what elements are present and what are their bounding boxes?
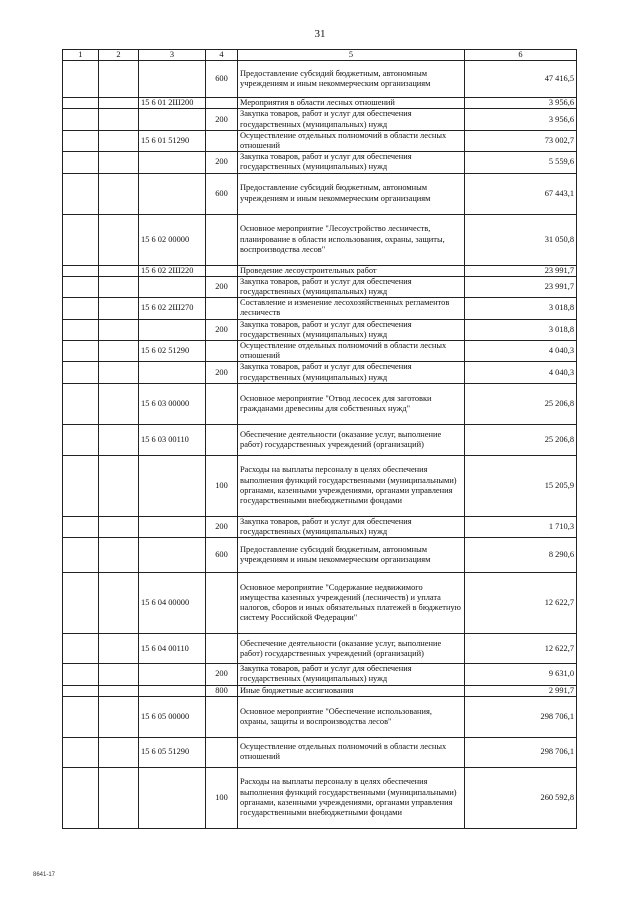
cell-type xyxy=(206,573,238,634)
cell-col2 xyxy=(99,685,139,696)
cell-sum: 8 290,6 xyxy=(465,538,577,573)
cell-name: Осуществление отдельных полномочий в области лесных отношений xyxy=(238,130,465,151)
cell-code xyxy=(139,276,206,297)
cell-col2 xyxy=(99,61,139,98)
cell-col2 xyxy=(99,737,139,767)
cell-type: 200 xyxy=(206,319,238,340)
cell-name: Предоставление субсидий бюджетным, автономным учреждениям и иным некоммерческим организациям xyxy=(238,173,465,214)
cell-sum: 25 206,8 xyxy=(465,424,577,455)
cell-code xyxy=(139,767,206,828)
cell-sum: 15 205,9 xyxy=(465,455,577,516)
cell-sum: 47 416,5 xyxy=(465,61,577,98)
cell-name: Основное мероприятие "Отвод лесосек для заготовки гражданами древесины для собственных нужд" xyxy=(238,383,465,424)
cell-sum: 67 443,1 xyxy=(465,173,577,214)
cell-code: 15 6 01 51290 xyxy=(139,130,206,151)
cell-sum: 298 706,1 xyxy=(465,737,577,767)
cell-sum: 3 956,6 xyxy=(465,109,577,130)
table-row xyxy=(63,685,577,696)
cell-sum: 4 040,3 xyxy=(465,341,577,362)
cell-type: 600 xyxy=(206,538,238,573)
table-row xyxy=(63,383,577,424)
cell-col1 xyxy=(63,319,99,340)
cell-code: 15 6 04 00110 xyxy=(139,634,206,664)
cell-col1 xyxy=(63,173,99,214)
cell-col1 xyxy=(63,265,99,276)
cell-col1 xyxy=(63,298,99,319)
cell-name: Основное мероприятие "Содержание недвижимого имущества казенных учреждений (лесничеств) и уплата налогов, сборов и иных обязательных платежей в бюджетную систему Российской Федерации" xyxy=(238,573,465,634)
header-row xyxy=(63,50,577,61)
table-row xyxy=(63,341,577,362)
cell-col1 xyxy=(63,455,99,516)
cell-name: Основное мероприятие "Обеспечение использования, охраны, защиты и воспроизводства лесов" xyxy=(238,696,465,737)
cell-code: 15 6 05 51290 xyxy=(139,737,206,767)
cell-col1 xyxy=(63,109,99,130)
table-row xyxy=(63,214,577,265)
cell-col1 xyxy=(63,767,99,828)
cell-code: 15 6 03 00000 xyxy=(139,383,206,424)
cell-col2 xyxy=(99,664,139,685)
cell-name: Осуществление отдельных полномочий в области лесных отношений xyxy=(238,341,465,362)
cell-col2 xyxy=(99,362,139,383)
cell-name: Основное мероприятие "Лесоустройство лесничеств, планирование в области использования, охраны, защиты, воспроизводства лесов" xyxy=(238,214,465,265)
cell-col2 xyxy=(99,173,139,214)
cell-type xyxy=(206,265,238,276)
cell-col2 xyxy=(99,455,139,516)
cell-sum: 23 991,7 xyxy=(465,265,577,276)
cell-code: 15 6 02 51290 xyxy=(139,341,206,362)
table-row xyxy=(63,152,577,173)
cell-col2 xyxy=(99,573,139,634)
cell-sum: 3 956,6 xyxy=(465,98,577,109)
cell-type: 200 xyxy=(206,276,238,297)
table-row xyxy=(63,319,577,340)
cell-col1 xyxy=(63,214,99,265)
cell-col2 xyxy=(99,265,139,276)
cell-name: Закупка товаров, работ и услуг для обеспечения государственных (муниципальных) нужд xyxy=(238,276,465,297)
cell-col1 xyxy=(63,538,99,573)
cell-col1 xyxy=(63,130,99,151)
cell-sum: 25 206,8 xyxy=(465,383,577,424)
cell-name: Закупка товаров, работ и услуг для обеспечения государственных (муниципальных) нужд xyxy=(238,319,465,340)
cell-name: Обеспечение деятельности (оказание услуг, выполнение работ) государственных учреждений (организаций) xyxy=(238,424,465,455)
cell-type: 600 xyxy=(206,173,238,214)
cell-code xyxy=(139,455,206,516)
table-row xyxy=(63,634,577,664)
cell-type: 200 xyxy=(206,152,238,173)
cell-code: 15 6 02 00000 xyxy=(139,214,206,265)
cell-type: 800 xyxy=(206,685,238,696)
cell-name: Осуществление отдельных полномочий в области лесных отношений xyxy=(238,737,465,767)
cell-col2 xyxy=(99,214,139,265)
table-row xyxy=(63,455,577,516)
cell-sum: 260 592,8 xyxy=(465,767,577,828)
cell-sum: 2 991,7 xyxy=(465,685,577,696)
col-header-3: 3 xyxy=(139,50,206,61)
cell-sum: 73 002,7 xyxy=(465,130,577,151)
cell-type xyxy=(206,737,238,767)
cell-col2 xyxy=(99,516,139,537)
cell-code xyxy=(139,516,206,537)
col-header-1: 1 xyxy=(63,50,99,61)
cell-type xyxy=(206,341,238,362)
cell-col1 xyxy=(63,685,99,696)
cell-name: Закупка товаров, работ и услуг для обеспечения государственных (муниципальных) нужд xyxy=(238,109,465,130)
cell-col1 xyxy=(63,664,99,685)
cell-col1 xyxy=(63,737,99,767)
cell-col2 xyxy=(99,341,139,362)
page-number: 31 xyxy=(314,28,326,40)
cell-col2 xyxy=(99,319,139,340)
cell-sum: 12 622,7 xyxy=(465,634,577,664)
col-header-2: 2 xyxy=(99,50,139,61)
table-row xyxy=(63,696,577,737)
cell-name: Расходы на выплаты персоналу в целях обеспечения выполнения функций государственными (муниципальными) органами, казенными учреждениями, органами управления государственными внебюджетными фондами xyxy=(238,767,465,828)
cell-col1 xyxy=(63,696,99,737)
cell-type xyxy=(206,214,238,265)
table-row xyxy=(63,664,577,685)
cell-type: 200 xyxy=(206,109,238,130)
cell-name: Закупка товаров, работ и услуг для обеспечения государственных (муниципальных) нужд xyxy=(238,664,465,685)
cell-col1 xyxy=(63,573,99,634)
cell-type: 600 xyxy=(206,61,238,98)
cell-sum: 3 018,8 xyxy=(465,298,577,319)
table-row xyxy=(63,109,577,130)
cell-name: Закупка товаров, работ и услуг для обеспечения государственных (муниципальных) нужд xyxy=(238,362,465,383)
table-row xyxy=(63,737,577,767)
budget-table xyxy=(62,49,577,829)
cell-code xyxy=(139,152,206,173)
cell-sum: 4 040,3 xyxy=(465,362,577,383)
cell-code xyxy=(139,362,206,383)
cell-type: 100 xyxy=(206,767,238,828)
cell-col2 xyxy=(99,538,139,573)
cell-sum: 12 622,7 xyxy=(465,573,577,634)
cell-name: Проведение лесоустроительных работ xyxy=(238,265,465,276)
cell-code: 15 6 02 2Ш220 xyxy=(139,265,206,276)
cell-code xyxy=(139,685,206,696)
table-row xyxy=(63,424,577,455)
cell-col2 xyxy=(99,767,139,828)
cell-name: Закупка товаров, работ и услуг для обеспечения государственных (муниципальных) нужд xyxy=(238,152,465,173)
cell-col2 xyxy=(99,383,139,424)
table-row xyxy=(63,98,577,109)
cell-name: Иные бюджетные ассигнования xyxy=(238,685,465,696)
cell-code xyxy=(139,61,206,98)
table-row xyxy=(63,516,577,537)
cell-type xyxy=(206,130,238,151)
cell-col1 xyxy=(63,152,99,173)
cell-sum: 9 631,0 xyxy=(465,664,577,685)
table-row xyxy=(63,173,577,214)
cell-col1 xyxy=(63,341,99,362)
cell-col2 xyxy=(99,634,139,664)
cell-col2 xyxy=(99,696,139,737)
cell-col2 xyxy=(99,152,139,173)
cell-sum: 1 710,3 xyxy=(465,516,577,537)
cell-sum: 5 559,6 xyxy=(465,152,577,173)
cell-sum: 31 050,8 xyxy=(465,214,577,265)
table-row xyxy=(63,538,577,573)
cell-code xyxy=(139,109,206,130)
cell-name: Обеспечение деятельности (оказание услуг, выполнение работ) государственных учреждений (организаций) xyxy=(238,634,465,664)
cell-name: Мероприятия в области лесных отношений xyxy=(238,98,465,109)
cell-col1 xyxy=(63,276,99,297)
cell-name: Закупка товаров, работ и услуг для обеспечения государственных (муниципальных) нужд xyxy=(238,516,465,537)
cell-col2 xyxy=(99,276,139,297)
cell-col2 xyxy=(99,109,139,130)
cell-type xyxy=(206,424,238,455)
cell-sum: 3 018,8 xyxy=(465,319,577,340)
cell-code xyxy=(139,319,206,340)
table-row xyxy=(63,265,577,276)
cell-code: 15 6 03 00110 xyxy=(139,424,206,455)
cell-col1 xyxy=(63,516,99,537)
table-row xyxy=(63,276,577,297)
cell-type xyxy=(206,696,238,737)
cell-code: 15 6 05 00000 xyxy=(139,696,206,737)
cell-type: 200 xyxy=(206,362,238,383)
table-row xyxy=(63,362,577,383)
cell-sum: 298 706,1 xyxy=(465,696,577,737)
cell-type: 100 xyxy=(206,455,238,516)
cell-code: 15 6 04 00000 xyxy=(139,573,206,634)
cell-col1 xyxy=(63,98,99,109)
cell-col2 xyxy=(99,298,139,319)
cell-type: 200 xyxy=(206,664,238,685)
cell-col1 xyxy=(63,362,99,383)
table-row xyxy=(63,298,577,319)
cell-name: Предоставление субсидий бюджетным, автономным учреждениям и иным некоммерческим организациям xyxy=(238,61,465,98)
cell-col1 xyxy=(63,634,99,664)
cell-code xyxy=(139,664,206,685)
cell-col2 xyxy=(99,98,139,109)
col-header-6: 6 xyxy=(465,50,577,61)
cell-col2 xyxy=(99,424,139,455)
cell-col2 xyxy=(99,130,139,151)
cell-name: Расходы на выплаты персоналу в целях обеспечения выполнения функций государственными (муниципальными) органами, казенными учреждениями, органами управления государственными внебюджетными фондами xyxy=(238,455,465,516)
cell-code: 15 6 01 2Ш200 xyxy=(139,98,206,109)
document-code: 8641-17 xyxy=(33,872,56,878)
cell-type xyxy=(206,383,238,424)
col-header-4: 4 xyxy=(206,50,238,61)
cell-col1 xyxy=(63,383,99,424)
table-row xyxy=(63,767,577,828)
cell-code: 15 6 02 2Ш270 xyxy=(139,298,206,319)
cell-type xyxy=(206,634,238,664)
cell-sum: 23 991,7 xyxy=(465,276,577,297)
cell-col1 xyxy=(63,61,99,98)
cell-code xyxy=(139,538,206,573)
col-header-5: 5 xyxy=(238,50,465,61)
cell-code xyxy=(139,173,206,214)
cell-type: 200 xyxy=(206,516,238,537)
cell-col1 xyxy=(63,424,99,455)
cell-name: Составление и изменение лесохозяйственных регламентов лесничеств xyxy=(238,298,465,319)
table-row xyxy=(63,130,577,151)
cell-type xyxy=(206,98,238,109)
cell-name: Предоставление субсидий бюджетным, автономным учреждениям и иным некоммерческим организациям xyxy=(238,538,465,573)
table-row xyxy=(63,573,577,634)
table-row xyxy=(63,61,577,98)
cell-type xyxy=(206,298,238,319)
